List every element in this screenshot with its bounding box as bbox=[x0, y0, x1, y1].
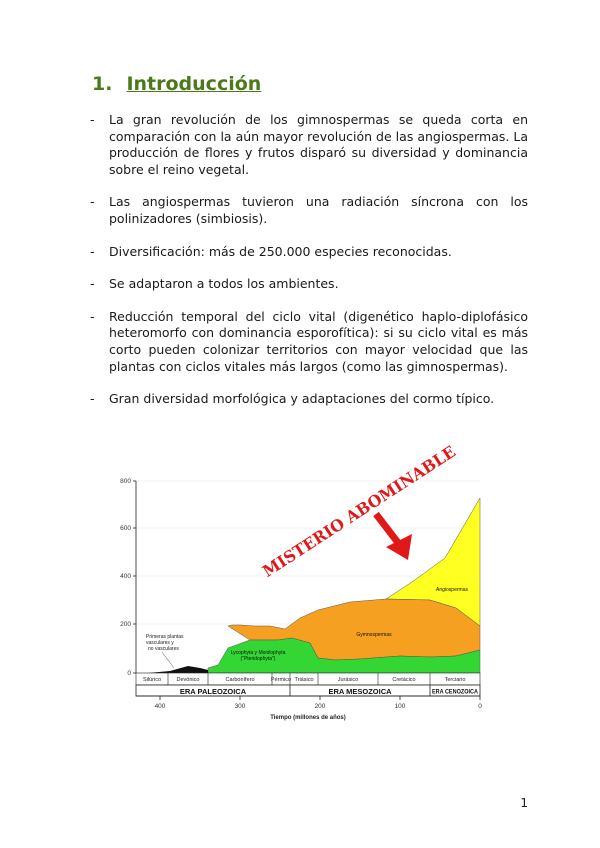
period-label: Cretácico bbox=[392, 677, 416, 683]
x-tick-label: 200 bbox=[314, 703, 326, 710]
gymnosperm-label: Gymnospermas bbox=[356, 632, 392, 638]
bullet-dash: - bbox=[90, 276, 95, 292]
x-tick-label: 0 bbox=[478, 703, 482, 710]
period-label: Carbonífero bbox=[225, 677, 255, 683]
bullet-text: Reducción temporal del ciclo vital (digenético haplo-diplofásico heteromorfo con dominancia esporofítica): si su ciclo vital es más corto pueden colonizar territorios con mayor velocidad que las plantas con ciclos vitales más largos (como las gimnospermas). bbox=[109, 308, 528, 374]
x-tick-label: 400 bbox=[154, 703, 166, 710]
x-axis bbox=[136, 696, 480, 700]
period-label: Silúrico bbox=[142, 677, 162, 683]
y-tick-label: 400 bbox=[120, 573, 131, 580]
pteridophyte-label-line: Lycophyta y Monilophyta bbox=[230, 650, 286, 656]
early-plants-label-line: no vasculares bbox=[148, 646, 179, 652]
bullet-dash: - bbox=[90, 391, 95, 407]
y-tick-labels bbox=[120, 478, 131, 677]
bullet-item bbox=[90, 244, 528, 261]
period-label: Devónico bbox=[176, 677, 200, 683]
bullet-text: Se adaptaron a todos los ambientes. bbox=[109, 276, 339, 292]
early-plants-area bbox=[148, 666, 208, 673]
period-label: Jurásico bbox=[337, 677, 359, 683]
era-label-cenozoica: ERA CENOZOICA bbox=[432, 689, 479, 696]
bullet-dash: - bbox=[90, 243, 95, 259]
bullet-text: Gran diversidad morfológica y adaptaciones del cormo típico. bbox=[109, 391, 495, 407]
angiosperm-label: Angiospermas bbox=[436, 587, 468, 593]
x-tick-labels bbox=[155, 703, 483, 710]
x-axis-title: Tiempo (millones de años) bbox=[270, 715, 346, 721]
y-tick-label: 800 bbox=[120, 478, 131, 485]
y-tick-label: 0 bbox=[127, 670, 131, 677]
plant-diversity-figure bbox=[100, 434, 500, 734]
period-label: Terciario bbox=[444, 677, 466, 683]
bullet-item bbox=[90, 309, 528, 375]
y-axis bbox=[133, 481, 136, 673]
bullet-item bbox=[90, 276, 528, 293]
period-label: Triásico bbox=[294, 677, 314, 683]
x-tick-label: 300 bbox=[234, 703, 246, 710]
early-plants-label-line: vasculares y bbox=[146, 640, 174, 646]
bullet-dash: - bbox=[90, 194, 95, 210]
bullet-item bbox=[90, 194, 528, 227]
period-label: Pérmico bbox=[270, 677, 292, 683]
misterio-abominable-stamp: MISTERIO ABOMINABLE bbox=[259, 439, 463, 581]
y-tick-label: 600 bbox=[120, 525, 131, 532]
red-arrow-icon bbox=[376, 514, 412, 560]
bullet-dash: - bbox=[90, 112, 95, 127]
x-tick-label: 100 bbox=[394, 703, 406, 710]
pteridophyte-label-line: ("Pteridophyta") bbox=[240, 656, 276, 662]
section-heading bbox=[92, 73, 261, 95]
bullet-text: Diversificación: más de 250.000 especies reconocidas. bbox=[109, 243, 452, 259]
early-plants-label-line: Primeras plantas bbox=[146, 634, 184, 640]
early-plants-label bbox=[146, 634, 184, 652]
bullet-dash: - bbox=[90, 308, 95, 324]
bullet-item bbox=[90, 112, 528, 178]
section-title: Introducción bbox=[126, 73, 262, 95]
era-label-mesozoica: ERA MESOZOICA bbox=[328, 687, 392, 696]
early-plants-pointer bbox=[162, 652, 174, 668]
section-number: 1. bbox=[92, 73, 113, 95]
bullet-text: Las angiospermas tuvieron una radiación síncrona con los polinizadores (simbiosis). bbox=[109, 194, 528, 226]
bullet-item bbox=[90, 391, 528, 408]
bullet-list bbox=[90, 112, 528, 424]
page-number: 1 bbox=[520, 796, 528, 810]
y-tick-label: 200 bbox=[120, 621, 131, 628]
bullet-text: La gran revolución de los gimnospermas se queda corta en comparación con la aún mayor revolución de las angiospermas. La producción de flores y frutos disparó su diversidad y dominancia sobre el reino vegetal. bbox=[109, 112, 528, 177]
era-label-paleozoica: ERA PALEOZOICA bbox=[179, 687, 247, 696]
